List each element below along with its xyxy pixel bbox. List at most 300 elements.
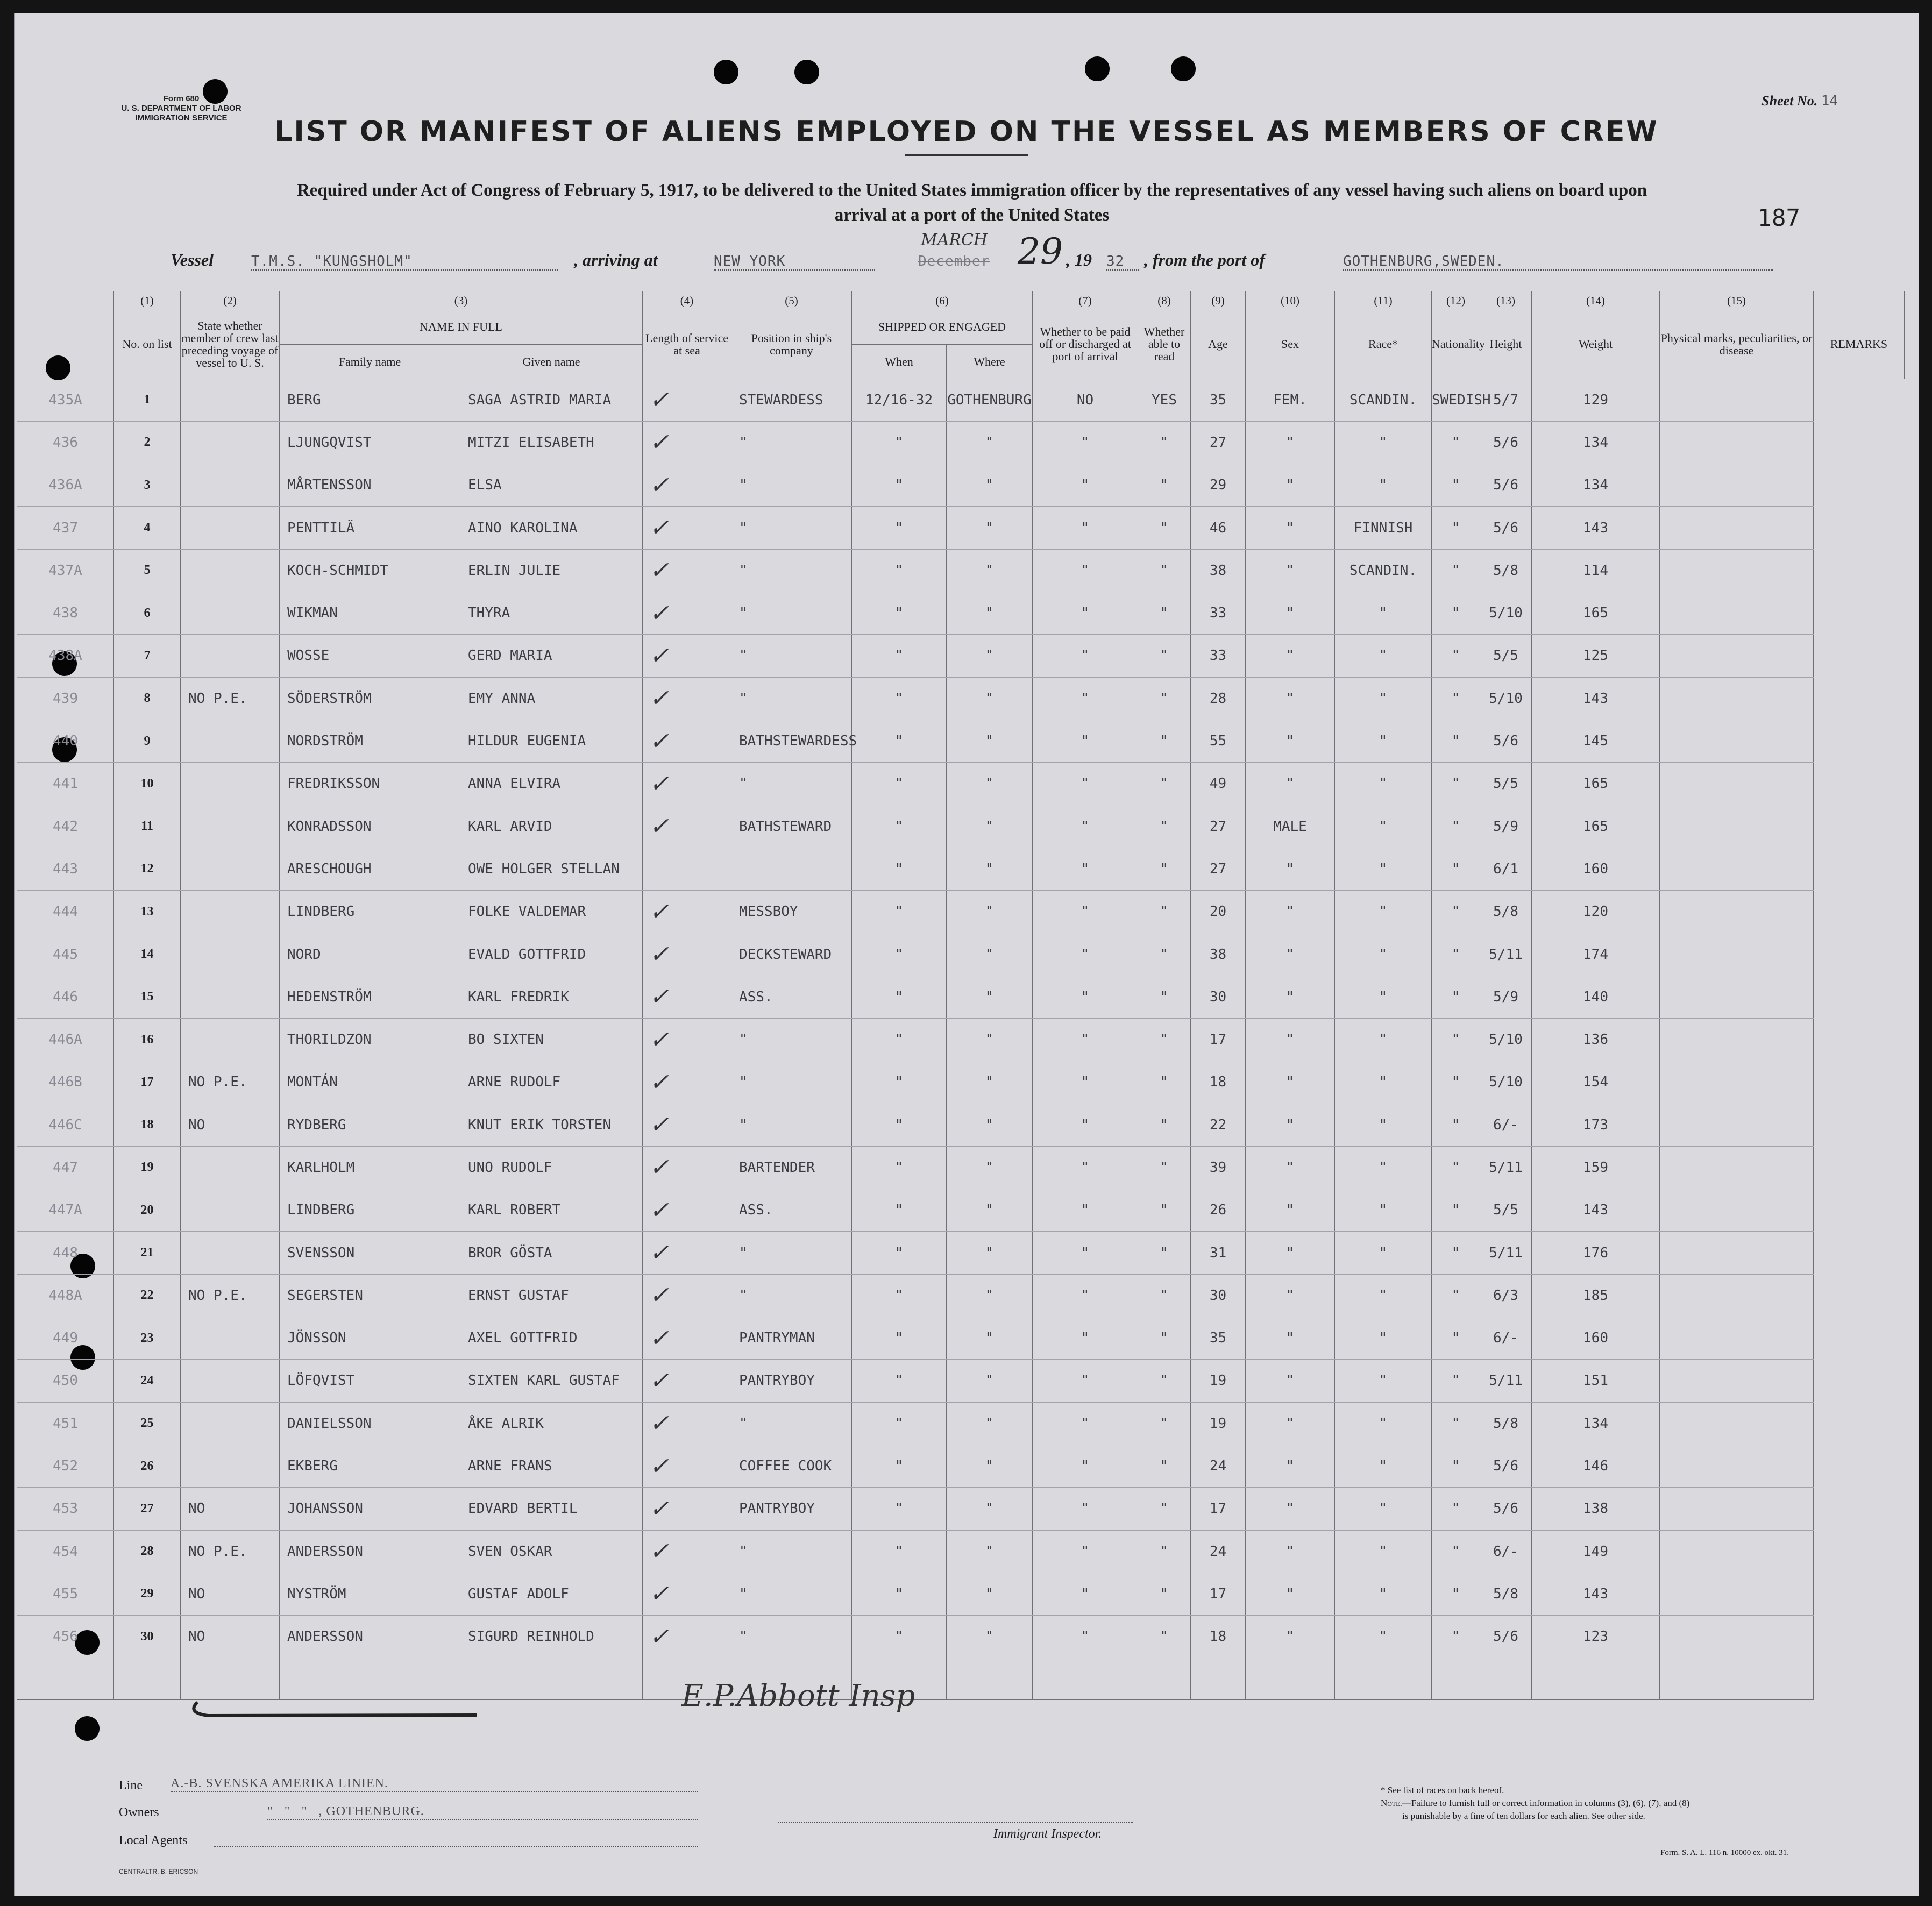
row-list-number: 449 xyxy=(17,1317,114,1360)
row-shipped-when: 12/16-32 xyxy=(852,379,947,421)
header-no-on-list: No. on list xyxy=(114,310,181,379)
row-paid-off: " xyxy=(1033,592,1138,634)
colnum-3: (3) xyxy=(280,291,643,310)
row-position: PANTRYBOY xyxy=(731,1360,852,1402)
table-end-cell xyxy=(947,1658,1033,1700)
table-end-cell xyxy=(1138,1658,1191,1700)
row-race: " xyxy=(1335,1018,1432,1061)
row-paid-off: " xyxy=(1033,805,1138,848)
colnum-11: (11) xyxy=(1335,291,1432,310)
row-nationality: " xyxy=(1432,1146,1480,1189)
row-sex: " xyxy=(1246,1445,1335,1487)
row-age: 27 xyxy=(1191,848,1246,890)
remarks-colnum xyxy=(1814,291,1905,310)
row-weight: 145 xyxy=(1532,720,1660,762)
header-name-in-full: NAME IN FULL xyxy=(280,310,643,344)
row-position: ASS. xyxy=(731,1189,852,1232)
row-remarks xyxy=(1660,592,1814,634)
row-race: " xyxy=(1335,421,1432,464)
row-paid-off: " xyxy=(1033,549,1138,592)
row-shipped-where: " xyxy=(947,1573,1033,1615)
header-race: Race* xyxy=(1335,310,1432,379)
row-list-number: 446A xyxy=(17,1018,114,1061)
sheet-number-label: Sheet No. xyxy=(1761,93,1818,109)
colnum-4: (4) xyxy=(643,291,731,310)
row-shipped-when: " xyxy=(852,805,947,848)
row-position: " xyxy=(731,464,852,507)
row-length-of-service: ✓ xyxy=(643,1360,731,1402)
row-able-to-read: " xyxy=(1138,421,1191,464)
row-position: PANTRYBOY xyxy=(731,1488,852,1530)
row-paid-off: " xyxy=(1033,1317,1138,1360)
row-weight: 136 xyxy=(1532,1018,1660,1061)
row-length-of-service: ✓ xyxy=(643,1573,731,1615)
inspector-signature: E.P.Abbott Insp xyxy=(681,1679,915,1713)
row-shipped-when: " xyxy=(852,1104,947,1146)
row-position: COFFEE COOK xyxy=(731,1445,852,1487)
row-paid-off: " xyxy=(1033,763,1138,805)
row-shipped-where: " xyxy=(947,1360,1033,1402)
row-weight: 143 xyxy=(1532,1573,1660,1615)
row-given-name: ELSA xyxy=(460,464,643,507)
row-position: " xyxy=(731,549,852,592)
row-shipped-where: " xyxy=(947,1488,1033,1530)
printer-mark: CENTRALTR. B. ERICSON xyxy=(119,1868,198,1875)
row-weight: 165 xyxy=(1532,763,1660,805)
row-previous-voyage xyxy=(181,976,280,1018)
row-list-number: 441 xyxy=(17,763,114,805)
row-previous-voyage xyxy=(181,379,280,421)
row-sex: " xyxy=(1246,1061,1335,1104)
row-shipped-where: " xyxy=(947,848,1033,890)
row-length-of-service: ✓ xyxy=(643,1530,731,1573)
row-number: 14 xyxy=(114,933,181,976)
row-given-name: FOLKE VALDEMAR xyxy=(460,891,643,933)
row-sex: " xyxy=(1246,1616,1335,1658)
row-list-number: 446B xyxy=(17,1061,114,1104)
row-length-of-service: ✓ xyxy=(643,1317,731,1360)
vessel-line xyxy=(171,231,1795,274)
row-length-of-service: ✓ xyxy=(643,1616,731,1658)
row-race: " xyxy=(1335,1616,1432,1658)
row-given-name: GUSTAF ADOLF xyxy=(460,1573,643,1615)
row-paid-off: " xyxy=(1033,635,1138,677)
punch-hole xyxy=(1171,56,1196,81)
row-number: 25 xyxy=(114,1402,181,1445)
table-row xyxy=(17,549,1905,592)
row-race: " xyxy=(1335,592,1432,634)
row-length-of-service: ✓ xyxy=(643,421,731,464)
row-shipped-when: " xyxy=(852,1317,947,1360)
row-weight: 143 xyxy=(1532,677,1660,720)
row-sex: " xyxy=(1246,1402,1335,1445)
row-sex: " xyxy=(1246,1189,1335,1232)
row-given-name: KARL FREDRIK xyxy=(460,976,643,1018)
table-end-cell xyxy=(1532,1658,1660,1700)
row-age: 24 xyxy=(1191,1445,1246,1487)
row-able-to-read: " xyxy=(1138,464,1191,507)
row-family-name: NORD xyxy=(280,933,460,976)
row-sex: FEM. xyxy=(1246,379,1335,421)
row-previous-voyage xyxy=(181,933,280,976)
punch-hole xyxy=(75,1716,100,1741)
table-row xyxy=(17,848,1905,890)
row-number: 16 xyxy=(114,1018,181,1061)
row-able-to-read: " xyxy=(1138,1445,1191,1487)
row-race: " xyxy=(1335,1274,1432,1317)
row-height: 5/6 xyxy=(1480,720,1532,762)
row-height: 5/8 xyxy=(1480,1402,1532,1445)
row-shipped-when: " xyxy=(852,976,947,1018)
row-remarks xyxy=(1660,1104,1814,1146)
row-able-to-read: " xyxy=(1138,1232,1191,1274)
department-name: U. S. DEPARTMENT OF LABOR xyxy=(121,104,242,113)
row-position: " xyxy=(731,507,852,549)
row-weight: 129 xyxy=(1532,379,1660,421)
row-race: " xyxy=(1335,1232,1432,1274)
header-given-name: Given name xyxy=(460,344,643,379)
row-shipped-where: " xyxy=(947,1317,1033,1360)
row-remarks xyxy=(1660,1061,1814,1104)
row-given-name: ANNA ELVIRA xyxy=(460,763,643,805)
row-family-name: JÖNSSON xyxy=(280,1317,460,1360)
subtitle-line-1: Required under Act of Congress of February 5, 1917, to be delivered to the United States immigration officer by the representatives of any vessel having such aliens on board upon xyxy=(296,181,1647,200)
row-race: " xyxy=(1335,891,1432,933)
row-shipped-where: " xyxy=(947,677,1033,720)
row-nationality: " xyxy=(1432,1530,1480,1573)
row-family-name: LJUNGQVIST xyxy=(280,421,460,464)
row-family-name: RYDBERG xyxy=(280,1104,460,1146)
table-row xyxy=(17,1530,1905,1573)
row-shipped-where: " xyxy=(947,1189,1033,1232)
row-age: 35 xyxy=(1191,1317,1246,1360)
row-remarks xyxy=(1660,379,1814,421)
row-sex: " xyxy=(1246,1488,1335,1530)
row-shipped-where: " xyxy=(947,1061,1033,1104)
row-height: 5/10 xyxy=(1480,592,1532,634)
row-family-name: MÅRTENSSON xyxy=(280,464,460,507)
arriving-label: , arriving at xyxy=(574,250,658,269)
table-row xyxy=(17,933,1905,976)
row-position xyxy=(731,848,852,890)
local-agents-label: Local Agents xyxy=(119,1833,188,1847)
row-remarks xyxy=(1660,677,1814,720)
row-family-name: FREDRIKSSON xyxy=(280,763,460,805)
header-state-whether: State whether member of crew last preceding voyage of vessel to U. S. xyxy=(181,310,280,379)
row-able-to-read: " xyxy=(1138,976,1191,1018)
row-length-of-service: ✓ xyxy=(643,805,731,848)
row-list-number: 439 xyxy=(17,677,114,720)
colnum-12: (12) xyxy=(1432,291,1480,310)
row-nationality: " xyxy=(1432,1317,1480,1360)
row-shipped-when: " xyxy=(852,421,947,464)
row-remarks xyxy=(1660,805,1814,848)
header-when: When xyxy=(852,344,947,379)
departure-port: GOTHENBURG,SWEDEN. xyxy=(1343,253,1773,271)
row-list-number: 452 xyxy=(17,1445,114,1487)
row-family-name: HEDENSTRÖM xyxy=(280,976,460,1018)
row-position: PANTRYMAN xyxy=(731,1317,852,1360)
colnum-5: (5) xyxy=(731,291,852,310)
row-shipped-when: " xyxy=(852,1530,947,1573)
row-list-number: 453 xyxy=(17,1488,114,1530)
row-family-name: NYSTRÖM xyxy=(280,1573,460,1615)
sheet-number-value: 14 xyxy=(1821,93,1838,109)
month-struck: December xyxy=(918,253,990,269)
row-given-name: AINO KAROLINA xyxy=(460,507,643,549)
row-shipped-where: " xyxy=(947,1232,1033,1274)
row-list-number: 455 xyxy=(17,1573,114,1615)
form-number: Form 680 xyxy=(163,94,200,103)
row-position: ASS. xyxy=(731,976,852,1018)
row-age: 33 xyxy=(1191,592,1246,634)
row-shipped-where: " xyxy=(947,933,1033,976)
row-previous-voyage xyxy=(181,421,280,464)
row-height: 5/6 xyxy=(1480,464,1532,507)
row-weight: 159 xyxy=(1532,1146,1660,1189)
table-row xyxy=(17,507,1905,549)
header-sex: Sex xyxy=(1246,310,1335,379)
row-height: 5/8 xyxy=(1480,1573,1532,1615)
row-remarks xyxy=(1660,1573,1814,1615)
row-shipped-when: " xyxy=(852,891,947,933)
header-physical-marks: Physical marks, peculiarities, or disease xyxy=(1660,310,1814,379)
row-height: 6/1 xyxy=(1480,848,1532,890)
row-length-of-service: ✓ xyxy=(643,379,731,421)
header-age: Age xyxy=(1191,310,1246,379)
row-family-name: BERG xyxy=(280,379,460,421)
table-row xyxy=(17,720,1905,762)
row-age: 17 xyxy=(1191,1488,1246,1530)
row-list-number: 443 xyxy=(17,848,114,890)
row-weight: 114 xyxy=(1532,549,1660,592)
row-able-to-read: " xyxy=(1138,1360,1191,1402)
table-end-cell xyxy=(114,1658,181,1700)
row-length-of-service: ✓ xyxy=(643,1445,731,1487)
table-end-cell xyxy=(1246,1658,1335,1700)
row-shipped-where: " xyxy=(947,763,1033,805)
row-shipped-where: " xyxy=(947,1146,1033,1189)
row-race: " xyxy=(1335,763,1432,805)
row-paid-off: " xyxy=(1033,1530,1138,1573)
row-given-name: BROR GÖSTA xyxy=(460,1232,643,1274)
row-nationality: " xyxy=(1432,805,1480,848)
row-list-number: 436A xyxy=(17,464,114,507)
row-number: 12 xyxy=(114,848,181,890)
punch-hole xyxy=(794,60,819,84)
row-race: " xyxy=(1335,976,1432,1018)
row-remarks xyxy=(1660,933,1814,976)
page-subtitle xyxy=(79,178,1865,227)
row-remarks xyxy=(1660,1189,1814,1232)
owners-value: " " " , GOTHENBURG. xyxy=(267,1804,698,1820)
row-nationality: " xyxy=(1432,1232,1480,1274)
row-race: " xyxy=(1335,1360,1432,1402)
row-race: " xyxy=(1335,1189,1432,1232)
row-paid-off: " xyxy=(1033,1274,1138,1317)
row-position: DECKSTEWARD xyxy=(731,933,852,976)
row-able-to-read: " xyxy=(1138,1061,1191,1104)
row-paid-off: " xyxy=(1033,507,1138,549)
row-paid-off: " xyxy=(1033,1104,1138,1146)
row-able-to-read: " xyxy=(1138,1317,1191,1360)
row-given-name: EMY ANNA xyxy=(460,677,643,720)
row-shipped-where: " xyxy=(947,976,1033,1018)
row-given-name: KARL ARVID xyxy=(460,805,643,848)
row-length-of-service: ✓ xyxy=(643,1402,731,1445)
row-shipped-when: " xyxy=(852,933,947,976)
row-race: " xyxy=(1335,1146,1432,1189)
colnum-9: (9) xyxy=(1191,291,1246,310)
row-remarks xyxy=(1660,720,1814,762)
header-length-of-service: Length of service at sea xyxy=(643,310,731,379)
header-able-to-read: Whether able to read xyxy=(1138,310,1191,379)
row-race: " xyxy=(1335,1488,1432,1530)
row-sex: " xyxy=(1246,592,1335,634)
row-number: 9 xyxy=(114,720,181,762)
row-position: " xyxy=(731,763,852,805)
row-weight: 123 xyxy=(1532,1616,1660,1658)
row-list-number: 450 xyxy=(17,1360,114,1402)
row-number: 7 xyxy=(114,635,181,677)
row-shipped-when: " xyxy=(852,507,947,549)
row-age: 24 xyxy=(1191,1530,1246,1573)
row-paid-off: " xyxy=(1033,1018,1138,1061)
row-shipped-when: " xyxy=(852,1274,947,1317)
row-nationality: " xyxy=(1432,1018,1480,1061)
row-nationality: " xyxy=(1432,677,1480,720)
table-row xyxy=(17,1402,1905,1445)
row-number: 6 xyxy=(114,592,181,634)
row-paid-off: " xyxy=(1033,976,1138,1018)
row-height: 5/6 xyxy=(1480,1445,1532,1487)
table-row xyxy=(17,1146,1905,1189)
row-able-to-read: " xyxy=(1138,763,1191,805)
row-race: SCANDIN. xyxy=(1335,549,1432,592)
row-race: " xyxy=(1335,1104,1432,1146)
table-row xyxy=(17,1616,1905,1658)
row-height: 5/11 xyxy=(1480,1360,1532,1402)
row-age: 18 xyxy=(1191,1616,1246,1658)
row-age: 17 xyxy=(1191,1573,1246,1615)
row-paid-off: " xyxy=(1033,1061,1138,1104)
row-shipped-where: " xyxy=(947,507,1033,549)
row-position: " xyxy=(731,1061,852,1104)
table-row xyxy=(17,1104,1905,1146)
row-shipped-where: " xyxy=(947,1018,1033,1061)
row-sex: " xyxy=(1246,635,1335,677)
table-row xyxy=(17,1061,1905,1104)
row-age: 30 xyxy=(1191,976,1246,1018)
row-shipped-where: " xyxy=(947,464,1033,507)
row-shipped-where: " xyxy=(947,635,1033,677)
row-list-number: 447A xyxy=(17,1189,114,1232)
row-height: 6/- xyxy=(1480,1317,1532,1360)
row-weight: 134 xyxy=(1532,421,1660,464)
row-family-name: ARESCHOUGH xyxy=(280,848,460,890)
row-nationality: " xyxy=(1432,592,1480,634)
row-weight: 165 xyxy=(1532,805,1660,848)
table-row xyxy=(17,891,1905,933)
table-row xyxy=(17,464,1905,507)
row-paid-off: " xyxy=(1033,1146,1138,1189)
row-given-name: KARL ROBERT xyxy=(460,1189,643,1232)
vessel-label: Vessel xyxy=(171,250,214,269)
table-end-cell xyxy=(1432,1658,1480,1700)
row-weight: 138 xyxy=(1532,1488,1660,1530)
row-list-number: 438A xyxy=(17,635,114,677)
from-port-label: , from the port of xyxy=(1144,250,1265,269)
row-height: 5/11 xyxy=(1480,1232,1532,1274)
row-height: 5/5 xyxy=(1480,1189,1532,1232)
row-height: 5/6 xyxy=(1480,1488,1532,1530)
row-list-number: 447 xyxy=(17,1146,114,1189)
fine-note-text: —Failure to furnish full or correct information in columns (3), (6), (7), and (8) xyxy=(1402,1798,1690,1808)
row-length-of-service: ✓ xyxy=(643,677,731,720)
row-height: 5/10 xyxy=(1480,1061,1532,1104)
row-able-to-read: " xyxy=(1138,1104,1191,1146)
row-length-of-service: ✓ xyxy=(643,592,731,634)
row-given-name: HILDUR EUGENIA xyxy=(460,720,643,762)
row-height: 6/- xyxy=(1480,1530,1532,1573)
row-sex: " xyxy=(1246,421,1335,464)
row-remarks xyxy=(1660,1146,1814,1189)
row-paid-off: " xyxy=(1033,1360,1138,1402)
row-remarks xyxy=(1660,635,1814,677)
title-underline xyxy=(905,154,1028,156)
row-race: " xyxy=(1335,1061,1432,1104)
row-remarks xyxy=(1660,1402,1814,1445)
colnum-10: (10) xyxy=(1246,291,1335,310)
row-nationality: " xyxy=(1432,1360,1480,1402)
row-position: " xyxy=(731,1402,852,1445)
row-number: 18 xyxy=(114,1104,181,1146)
row-previous-voyage xyxy=(181,1445,280,1487)
row-previous-voyage xyxy=(181,1360,280,1402)
header-family-name: Family name xyxy=(280,344,460,379)
row-length-of-service: ✓ xyxy=(643,1189,731,1232)
row-nationality: " xyxy=(1432,720,1480,762)
row-sex: " xyxy=(1246,1146,1335,1189)
row-race: " xyxy=(1335,464,1432,507)
arrival-month: MARCH xyxy=(921,231,988,250)
row-age: 28 xyxy=(1191,677,1246,720)
arrival-year: 32 xyxy=(1106,253,1139,271)
row-shipped-where: " xyxy=(947,549,1033,592)
row-position: " xyxy=(731,1232,852,1274)
header-row-1 xyxy=(17,310,1905,344)
row-height: 5/6 xyxy=(1480,421,1532,464)
row-age: 35 xyxy=(1191,379,1246,421)
row-able-to-read: " xyxy=(1138,848,1191,890)
row-race: " xyxy=(1335,848,1432,890)
row-sex: " xyxy=(1246,976,1335,1018)
row-able-to-read: " xyxy=(1138,1488,1191,1530)
row-weight: 134 xyxy=(1532,1402,1660,1445)
row-remarks xyxy=(1660,1317,1814,1360)
table-end-cell xyxy=(1660,1658,1814,1700)
row-sex: " xyxy=(1246,1274,1335,1317)
row-able-to-read: " xyxy=(1138,805,1191,848)
race-footnote: * See list of races on back hereof. xyxy=(1381,1785,1504,1795)
row-remarks xyxy=(1660,1488,1814,1530)
punch-hole xyxy=(1085,56,1110,81)
arrival-port: NEW YORK xyxy=(714,253,875,271)
row-shipped-when: " xyxy=(852,1402,947,1445)
row-sex: " xyxy=(1246,1360,1335,1402)
row-number: 28 xyxy=(114,1530,181,1573)
row-list-number: 454 xyxy=(17,1530,114,1573)
